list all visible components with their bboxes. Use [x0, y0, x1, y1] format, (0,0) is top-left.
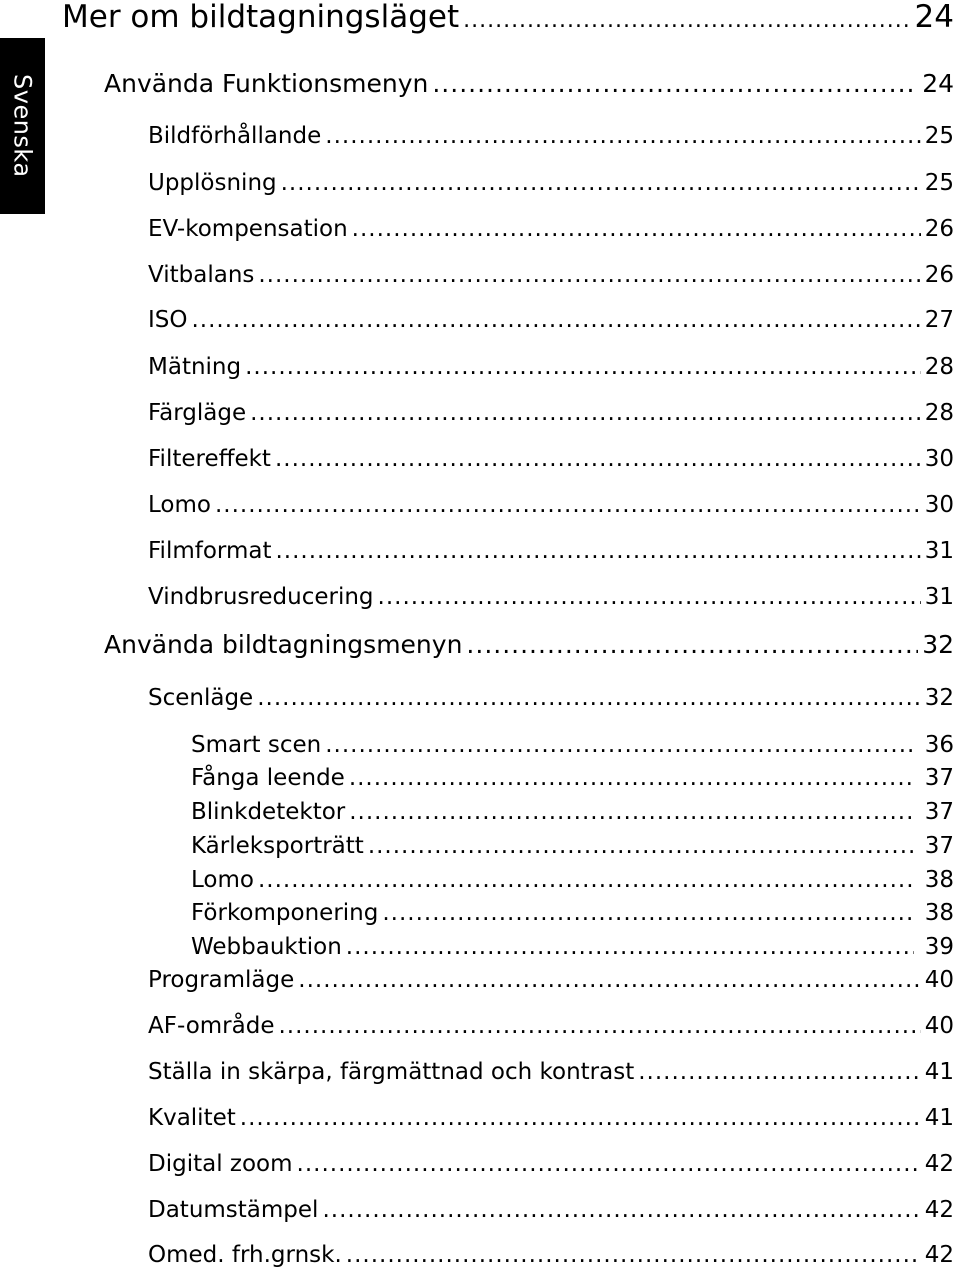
toc-entry-title: Fånga leende: [191, 765, 345, 791]
toc-entry[interactable]: [148, 309, 954, 332]
toc-entry-page: 37: [924, 833, 954, 859]
toc-entry-page: 42: [924, 1242, 954, 1268]
dot-leader: [322, 1199, 920, 1222]
toc-entry-page: 27: [924, 307, 954, 333]
dot-leader: [349, 801, 914, 824]
dot-leader: [346, 936, 914, 959]
toc-entry[interactable]: [191, 734, 954, 757]
toc-entry[interactable]: [148, 540, 954, 563]
dot-leader: [638, 1061, 920, 1084]
toc-entry-title: EV-kompensation: [148, 216, 348, 242]
toc-entry[interactable]: [191, 801, 954, 824]
dot-leader: [298, 969, 920, 992]
dot-leader: [278, 1015, 920, 1038]
dot-leader: [257, 687, 921, 710]
toc-entry[interactable]: [148, 125, 954, 148]
language-side-tab: [0, 38, 45, 214]
toc-entry[interactable]: [148, 1107, 954, 1130]
toc-entry-title: Programläge: [148, 967, 295, 993]
toc-entry-page: 37: [924, 799, 954, 825]
toc-entry-title: ISO: [148, 307, 188, 333]
dot-leader: [192, 309, 921, 332]
dot-leader: [352, 218, 921, 241]
toc-entry-page: 28: [924, 400, 954, 426]
toc-entry-title: Mätning: [148, 354, 242, 380]
toc-entry-title: Bildförhållande: [148, 123, 322, 149]
toc-entry-title: Lomo: [191, 867, 254, 893]
toc-entry[interactable]: [148, 1244, 954, 1267]
toc-entry-page: 25: [924, 170, 954, 196]
toc-entry-title: Vitbalans: [148, 262, 255, 288]
dot-leader: [258, 264, 920, 287]
toc-entry-title: Digital zoom: [148, 1151, 293, 1177]
toc-entry-title: Använda Funktionsmenyn: [104, 69, 429, 98]
dot-leader: [378, 586, 921, 609]
dot-leader: [325, 734, 914, 757]
dot-leader: [245, 356, 921, 379]
toc-entry-page: 36: [924, 732, 954, 758]
toc-entry-title: Färgläge: [148, 400, 247, 426]
dot-leader: [275, 448, 921, 471]
dot-leader: [349, 767, 914, 790]
dot-leader: [215, 494, 921, 517]
toc-entry[interactable]: [191, 767, 954, 790]
dot-leader: [325, 125, 920, 148]
dot-leader: [258, 869, 914, 892]
toc-entry[interactable]: [148, 1199, 954, 1222]
toc-entry[interactable]: [148, 1153, 954, 1176]
toc-entry-page: 37: [924, 765, 954, 791]
toc-entry-title: Filmformat: [148, 538, 272, 564]
toc-entry-page: 38: [924, 867, 954, 893]
dot-leader: [368, 835, 914, 858]
toc-entry-title: Scenläge: [148, 685, 254, 711]
dot-leader: [432, 71, 918, 96]
toc-heading-page: 24: [914, 0, 954, 35]
toc-entry[interactable]: [191, 936, 954, 959]
toc-entry-page: 39: [924, 934, 954, 960]
dot-leader: [240, 1107, 921, 1130]
toc-entry[interactable]: [148, 448, 954, 471]
dot-leader: [297, 1153, 921, 1176]
toc-entry[interactable]: [148, 1061, 954, 1084]
toc-entry-title: Lomo: [148, 492, 211, 518]
toc-entry-page: 41: [924, 1059, 954, 1085]
dot-leader: [250, 402, 921, 425]
toc-entry[interactable]: [148, 687, 954, 710]
language-tab-label: Svenska: [8, 74, 37, 178]
toc-entry-page: 30: [924, 492, 954, 518]
dot-leader: [281, 172, 921, 195]
toc-entry-title: Smart scen: [191, 732, 322, 758]
toc-entry-title: Kärleksporträtt: [191, 833, 364, 859]
toc-entry-title: Omed. frh.grnsk.: [148, 1242, 342, 1268]
toc-entry-title: AF-område: [148, 1013, 275, 1039]
toc-entry[interactable]: [148, 356, 954, 379]
toc-entry-page: 42: [924, 1197, 954, 1223]
toc-entry[interactable]: [148, 969, 954, 992]
toc-entry-title: Webbauktion: [191, 934, 342, 960]
toc-entry-page: 28: [924, 354, 954, 380]
toc-entry-page: 40: [924, 1013, 954, 1039]
toc-entry-page: 26: [924, 262, 954, 288]
toc-entry[interactable]: [148, 264, 954, 287]
toc-entry-title: Vindbrusreducering: [148, 584, 374, 610]
toc-entry[interactable]: [148, 1015, 954, 1038]
dot-leader: [275, 540, 920, 563]
toc-entry-page: 30: [924, 446, 954, 472]
toc-entry-page: 32: [922, 630, 954, 659]
toc-entry-title: Förkomponering: [191, 900, 379, 926]
toc-entry[interactable]: [104, 71, 954, 96]
toc-entry-title: Använda bildtagningsmenyn: [104, 630, 463, 659]
toc-entry-page: 25: [924, 123, 954, 149]
toc-entry[interactable]: [191, 835, 954, 858]
toc-entry-title: Ställa in skärpa, färgmättnad och kontrast: [148, 1059, 635, 1085]
toc-entry-title: Kvalitet: [148, 1105, 236, 1131]
toc-entry[interactable]: [191, 902, 954, 925]
toc-entry-page: 41: [924, 1105, 954, 1131]
toc-entry-title: Blinkdetektor: [191, 799, 346, 825]
toc-entry[interactable]: [148, 218, 954, 241]
dot-leader: [466, 632, 918, 657]
toc-entry-page: 42: [924, 1151, 954, 1177]
dot-leader: [382, 902, 914, 925]
toc-entry-page: 32: [924, 685, 954, 711]
toc-entry[interactable]: [148, 172, 954, 195]
toc-heading-title: Mer om bildtagningsläget: [62, 0, 460, 35]
toc-entry-title: Datumstämpel: [148, 1197, 319, 1223]
toc-entry[interactable]: [148, 586, 954, 609]
dot-leader: [463, 10, 910, 32]
dot-leader: [346, 1244, 921, 1267]
toc-entry-page: 26: [924, 216, 954, 242]
toc-entry-title: Upplösning: [148, 170, 277, 196]
toc-entry-page: 31: [924, 584, 954, 610]
toc-entry[interactable]: [191, 869, 954, 892]
toc-entry[interactable]: [148, 402, 954, 425]
toc-entry-page: 31: [924, 538, 954, 564]
toc-entry[interactable]: [104, 632, 954, 657]
toc-entry-page: 24: [922, 69, 954, 98]
toc-entry-page: 40: [924, 967, 954, 993]
toc-entry-title: Filtereffekt: [148, 446, 271, 472]
toc-entry[interactable]: [148, 494, 954, 517]
toc-heading[interactable]: [62, 2, 954, 33]
toc-entry-page: 38: [924, 900, 954, 926]
